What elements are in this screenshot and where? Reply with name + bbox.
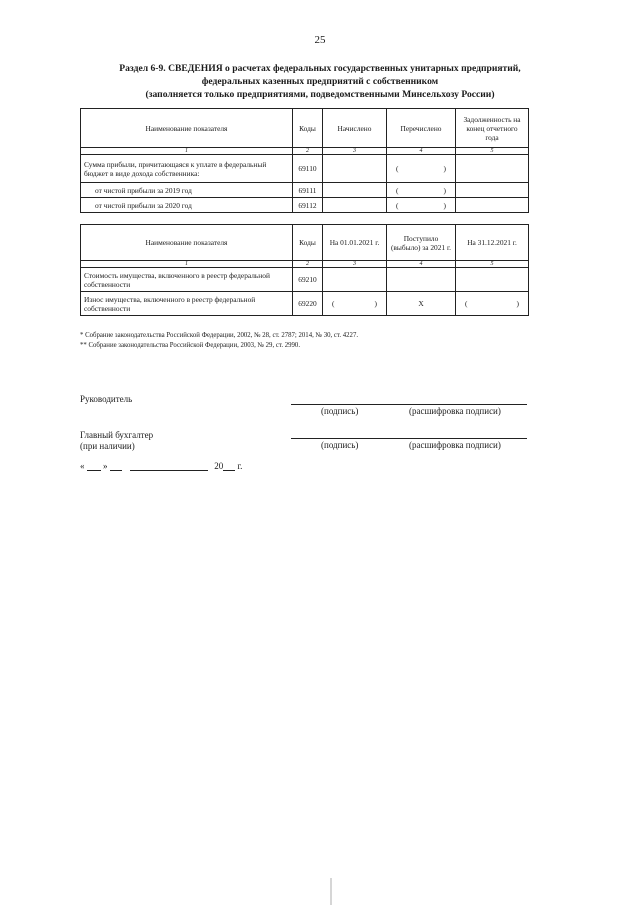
open-quote: « xyxy=(80,461,85,471)
header-codes: Коды xyxy=(293,109,323,148)
col-number: 2 xyxy=(293,148,323,155)
transferred-cell[interactable] xyxy=(387,155,456,183)
paren-open: ( xyxy=(396,185,399,195)
head-decode-caption: (расшифровка подписи) xyxy=(409,406,501,416)
date-line xyxy=(80,461,242,471)
accountant-signature-line[interactable] xyxy=(291,438,527,439)
row-name: Износ имущества, включенного в реестр федеральной собственности xyxy=(81,292,293,316)
accountant-label xyxy=(80,430,153,452)
debt-cell[interactable] xyxy=(456,155,529,183)
paren-close: ) xyxy=(443,185,446,195)
row-name: от чистой прибыли за 2020 год xyxy=(81,198,293,213)
col-number: 5 xyxy=(456,261,529,268)
year-prefix: 20 xyxy=(214,461,224,471)
start-value-cell[interactable] xyxy=(323,292,387,316)
property-table xyxy=(80,224,529,316)
table-row xyxy=(81,183,529,198)
col-number: 1 xyxy=(81,261,293,268)
row-name: от чистой прибыли за 2019 год xyxy=(81,183,293,198)
header-end-date: На 31.12.2021 г. xyxy=(456,225,529,261)
paren-open: ( xyxy=(332,299,335,308)
col-number: 2 xyxy=(293,261,323,268)
head-signature-line[interactable] xyxy=(291,404,527,405)
year-blank[interactable] xyxy=(223,462,235,471)
start-value-cell[interactable] xyxy=(323,268,387,292)
paren-close: ) xyxy=(443,200,446,210)
header-indicator: Наименование показателя xyxy=(81,109,293,148)
row-code: 69110 xyxy=(293,155,323,183)
table-row xyxy=(81,268,529,292)
accountant-label-2: (при наличии) xyxy=(80,441,135,451)
footnote-1: * Собрание законодательства Российской Федерации, 2002, № 28, ст. 2787; 2014, № 30, ст. 4227. xyxy=(80,332,359,339)
row-code: 69111 xyxy=(293,183,323,198)
row-code: 69220 xyxy=(293,292,323,316)
heading-line-3: (заполняется только предприятиями, подведомственными Минсельхозу России) xyxy=(145,89,495,100)
row-code: 69210 xyxy=(293,268,323,292)
row-name: Сумма прибыли, причитающаяся к уплате в федеральный бюджет в виде дохода собственника: xyxy=(81,155,293,183)
end-value-cell[interactable] xyxy=(456,268,529,292)
accountant-sign-caption: (подпись) xyxy=(321,440,359,450)
accountant-label-1: Главный бухгалтер xyxy=(80,430,154,440)
header-codes: Коды xyxy=(293,225,323,261)
paren-open: ( xyxy=(396,164,399,173)
scan-margin-mark xyxy=(330,878,332,905)
paren-close: ) xyxy=(374,299,377,308)
accrued-cell[interactable] xyxy=(323,198,387,213)
header-debt: Задолженность на конец отчетного года xyxy=(456,109,529,148)
profit-settlements-table xyxy=(80,108,529,213)
accountant-decode-caption: (расшифровка подписи) xyxy=(409,440,501,450)
received-cell-x: X xyxy=(387,292,456,316)
end-value-cell[interactable] xyxy=(456,292,529,316)
paren-open: ( xyxy=(465,299,468,308)
table-row xyxy=(81,198,529,213)
head-sign-caption: (подпись) xyxy=(321,406,359,416)
footnote-2: ** Собрание законодательства Российской Федерации, 2003, № 29, ст. 2990. xyxy=(80,341,301,349)
head-label: Руководитель xyxy=(80,394,133,404)
header-indicator: Наименование показателя xyxy=(81,225,293,261)
header-transferred: Перечислено xyxy=(387,109,456,148)
month-blank[interactable] xyxy=(130,462,208,471)
table-row xyxy=(81,292,529,316)
year-suffix: г. xyxy=(237,461,243,471)
col-number: 1 xyxy=(81,148,293,155)
col-number: 3 xyxy=(323,261,387,268)
row-name: Стоимость имущества, включенного в реестр федеральной собственности xyxy=(81,268,293,292)
heading-line-2: федеральных казенных предприятий с собственником xyxy=(201,76,439,87)
col-number: 4 xyxy=(387,148,456,155)
close-quote: » xyxy=(103,461,108,471)
accrued-cell[interactable] xyxy=(323,155,387,183)
day-underline[interactable] xyxy=(110,462,122,471)
paren-close: ) xyxy=(516,299,519,308)
accrued-cell[interactable] xyxy=(323,183,387,198)
footnotes xyxy=(80,331,358,350)
paren-open: ( xyxy=(396,200,399,210)
header-received: Поступило (выбыло) за 2021 г. xyxy=(387,225,456,261)
row-code: 69112 xyxy=(293,198,323,213)
transferred-cell[interactable] xyxy=(387,198,456,213)
page-number: 25 xyxy=(314,34,326,46)
day-blank[interactable] xyxy=(87,462,101,471)
header-start-date: На 01.01.2021 г. xyxy=(323,225,387,261)
table-row xyxy=(81,155,529,183)
debt-cell[interactable] xyxy=(456,198,529,213)
heading-line-1: Раздел 6-9. СВЕДЕНИЯ о расчетах федеральных государственных унитарных предприятий, xyxy=(119,63,521,74)
col-number: 3 xyxy=(323,148,387,155)
section-heading xyxy=(80,62,560,101)
received-cell[interactable] xyxy=(387,268,456,292)
header-accrued: Начислено xyxy=(323,109,387,148)
col-number: 4 xyxy=(387,261,456,268)
paren-close: ) xyxy=(443,164,446,173)
transferred-cell[interactable] xyxy=(387,183,456,198)
col-number: 5 xyxy=(456,148,529,155)
debt-cell[interactable] xyxy=(456,183,529,198)
